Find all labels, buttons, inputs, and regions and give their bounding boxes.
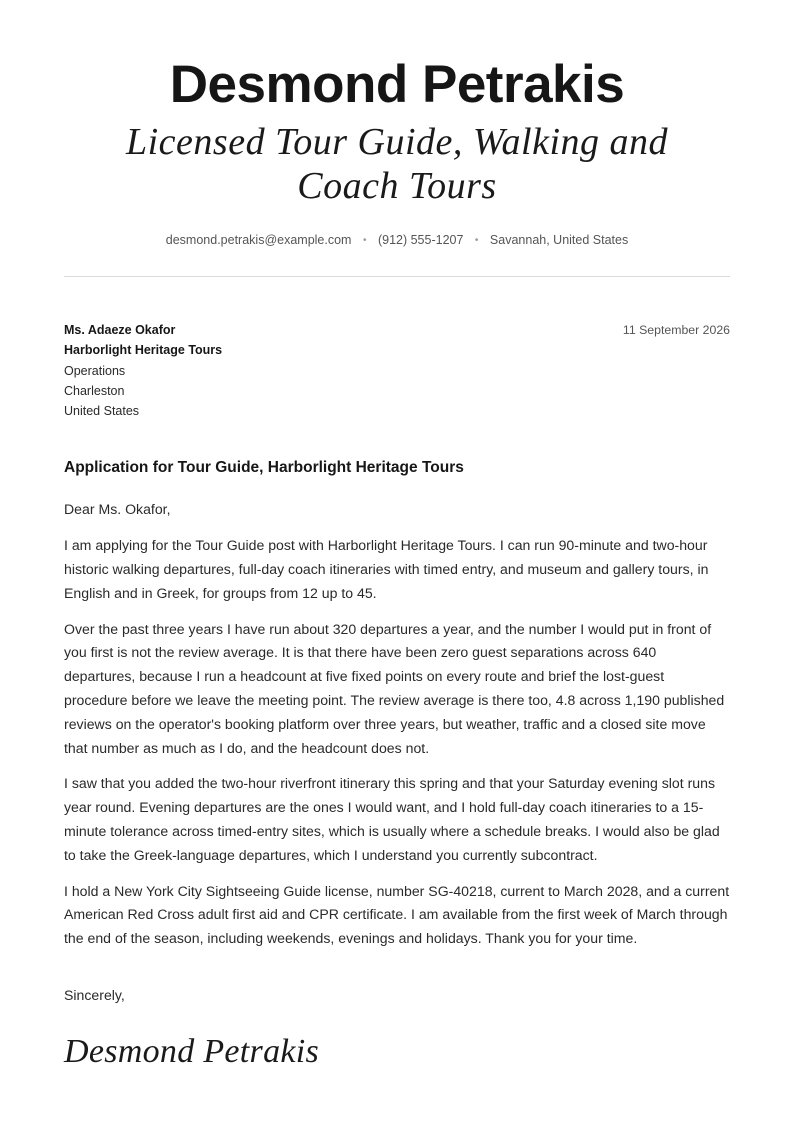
applicant-name: Desmond Petrakis <box>169 55 625 114</box>
contact-phone: (912) 555-1207 <box>377 233 464 247</box>
header-divider <box>64 276 730 277</box>
letter-closing: Sincerely, <box>64 987 125 1004</box>
recipient-department: Operations <box>64 363 126 378</box>
recipient-country: United States <box>64 404 140 419</box>
body-paragraph: Over the past three years I have run about 320 departures a year, and the number I would put in front of you first is not the review average. It is that there have been zero guest separations across 640 departures, because I run a headcount at five fixed points on every route and brief the lost-guest procedure before we leave the meeting point. The review average is there too, 4.8 across 1,190 published reviews on the operator's booking platform over three years, but weather, traffic and a closed site move that number as much as I do, and the headcount does not. <box>64 620 725 756</box>
letter-header <box>64 0 730 250</box>
body-paragraph: I hold a New York City Sightseeing Guide license, number SG-40218, current to March 2028, and a current American Red Cross adult first aid and CPR certificate. I am available from the first week of March through the end of the season, including weekends, evenings and holidays. Thank you for your time. <box>64 882 730 947</box>
handwritten-signature: Desmond Petrakis <box>64 1032 320 1070</box>
recipient-name: Ms. Adaeze Okafor <box>64 323 176 337</box>
separator-dot: • <box>474 235 479 246</box>
contact-email: desmond.petrakis@example.com <box>165 233 352 247</box>
body-paragraph: I am applying for the Tour Guide post with Harborlight Heritage Tours. I can run 90-minute and two-hour historic walking departures, full-day coach itineraries with timed entry, and museum and gallery tours, in English and in Greek, for groups from 12 up to 45. <box>64 537 709 601</box>
recipient-city: Charleston <box>64 383 125 398</box>
contact-location: Savannah, United States <box>489 233 629 247</box>
body-paragraph: I saw that you added the two-hour riverfront itinerary this spring and that your Saturday evening slot runs year round. Evening departures are the ones I would want, and I hold full-day coach itineraries to a 15-minute tolerance across timed-entry sites, which is usually where a schedule breaks. I would also be glad to take the Greek-language departures, which I understand you currently subcontract. <box>64 775 720 863</box>
applicant-title: Licensed Tour Guide, Walking and Coach Tours <box>125 121 669 207</box>
recipient-block <box>64 320 730 421</box>
letter-subject: Application for Tour Guide, Harborlight Heritage Tours <box>64 459 464 477</box>
recipient-company: Harborlight Heritage Tours <box>64 343 223 358</box>
cover-letter-page <box>64 0 730 1072</box>
separator-dot: • <box>362 235 367 246</box>
letter-greeting: Dear Ms. Okafor, <box>64 501 171 518</box>
contact-line <box>64 232 730 250</box>
letter-date: 11 September 2026 <box>622 323 730 337</box>
